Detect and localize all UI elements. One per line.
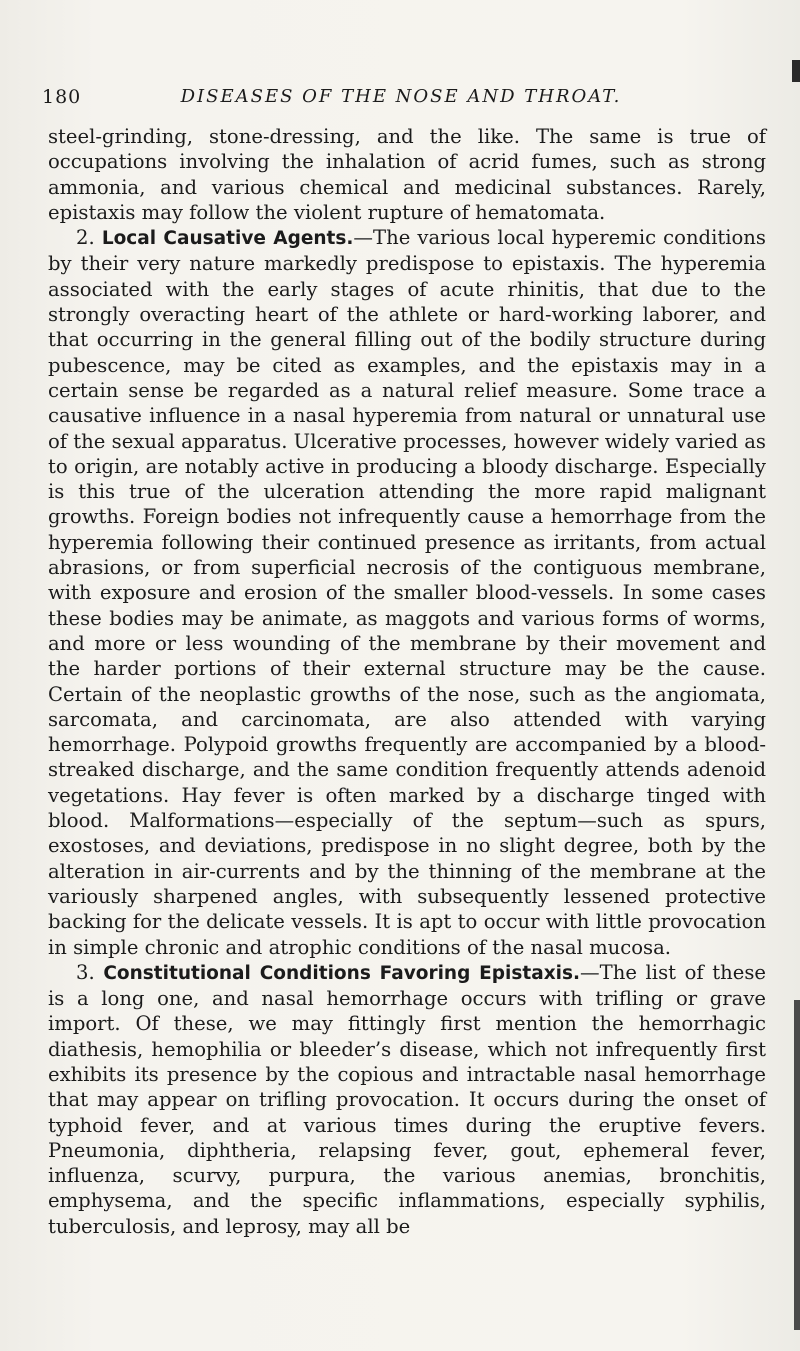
page-number: 180	[42, 86, 82, 108]
running-title: DISEASES OF THE NOSE AND THROAT.	[180, 86, 622, 107]
page-edge-mark	[792, 60, 800, 82]
page-edge-shadow	[794, 1000, 800, 1330]
paragraph-text: steel-grinding, stone-dressing, and the like. The same is true of occupations involving the inhalation of acrid fumes, such as strong ammonia, and various chemical and medicinal substances. Rarely, epistaxis may follow the violent rupture of hematomata.	[48, 125, 766, 224]
section-number: 3.	[76, 960, 95, 984]
page-header	[42, 86, 760, 114]
paragraph-continuation	[48, 124, 766, 225]
section-heading: Constitutional Conditions Favoring Epistaxis.	[103, 962, 581, 984]
paragraph-text: —The list of these is a long one, and nasal hemorrhage occurs with trifling or grave import. Of these, we may fittingly first mention the hemorrhagic diathesis, hemophilia or bleeder’s disease, which not infrequently first exhibits its presence by the copious and intractable nasal hemorrhage that may appear on trifling provocation. It occurs during the onset of typhoid fever, and at various times during the eruptive fevers. Pneumonia, diphtheria, relapsing fever, gout, ephemeral fever, influenza, scurvy, purpura, the various anemias, bronchitis, emphysema, and the specific inflammations, especially syphilis, tuberculosis, and leprosy, may all be	[48, 960, 767, 1238]
paragraph-constitutional-conditions	[48, 960, 766, 1239]
body-text	[48, 124, 766, 1239]
section-number: 2.	[76, 226, 95, 250]
section-heading: Local Causative Agents.	[101, 228, 354, 250]
paragraph-text: —The various local hyperemic conditions by their very nature markedly predispose to epistaxis. The hyperemia associated with the early stages of acute rhinitis, that due to the strongly overacting heart of the athlete or hard-working laborer, and that occurring in the general filling out of the bodily structure during pubescence, may be cited as examples, and the epistaxis may in a certain sense be regarded as a natural relief measure. Some trace a causative influence in a nasal hyperemia from natural or unnatural use of the sexual apparatus. Ulcerative processes, however widely varied as to origin, are notably active in producing a bloody discharge. Especially is this true of the ulceration attending the more rapid malignant growths. Foreign bodies not infrequently cause a hemorrhage from the hyperemia following their continued presence as irritants, from actual abrasions, or from superficial necrosis of the contiguous membrane, with exposure and erosion of the smaller blood-vessels. In some cases these bodies may be animate, as maggots and various forms of worms, and more or less wounding of the membrane by their movement and the harder portions of their external structure may be the cause. Certain of the neoplastic growths of the nose, such as the angiomata, sarcomata, and carcinomata, are also attended with varying hemorrhage. Polypoid growths frequently are accompanied by a blood-streaked discharge, and the same condition frequently attends adenoid vegetations. Hay fever is often marked by a discharge tinged with blood. Malformations—especially of the septum—such as spurs, exostoses, and deviations, predispose in no slight degree, both by the alteration in air-currents and by the thinning of the membrane at the variously sharpened angles, with subsequently lessened protective backing for the delicate vessels. It is apt to occur with little provocation in simple chronic and atrophic conditions of the nasal mucosa.	[48, 226, 766, 959]
paragraph-local-causative-agents	[48, 225, 766, 960]
